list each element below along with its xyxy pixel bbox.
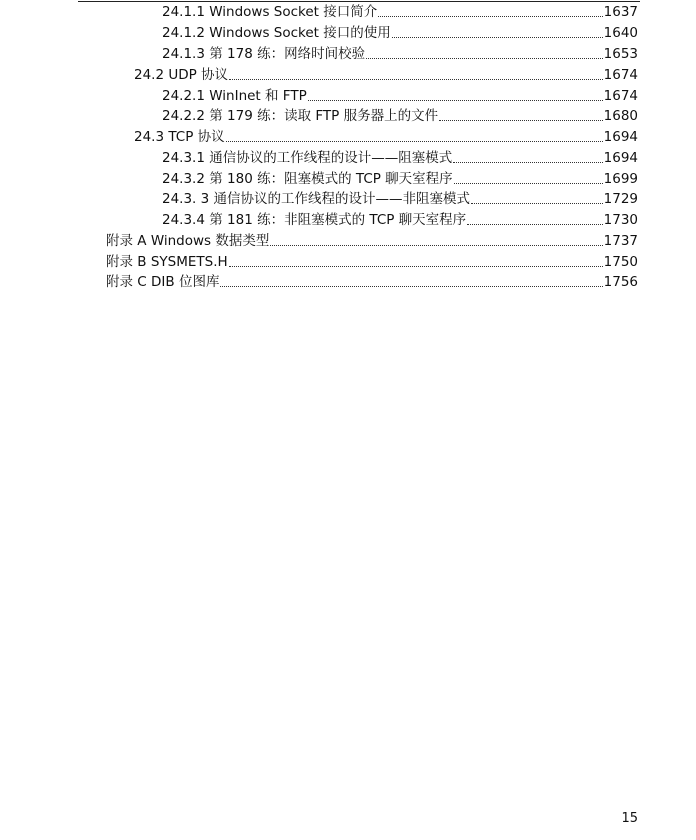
toc-entry-title: 附录 C DIB 位图库: [106, 274, 220, 290]
toc-entry-title: 24.1.2 Windows Socket 接口的使用: [162, 25, 391, 41]
toc-entry-title: 24.3.1 通信协议的工作线程的设计——阻塞模式: [162, 150, 453, 166]
toc-entry-page: 1729: [603, 191, 638, 207]
toc-entry-page: 1756: [603, 274, 638, 290]
toc-entry-24-2-2[interactable]: [162, 106, 638, 127]
toc-entry-appendix-c[interactable]: [106, 272, 638, 293]
toc-dot-leader: [229, 266, 603, 267]
toc-entry-24-2[interactable]: [134, 65, 638, 86]
toc-entry-24-3-3[interactable]: [162, 189, 638, 210]
toc-entry-24-1-3[interactable]: [162, 44, 638, 65]
toc-entry-page: 1640: [603, 25, 638, 41]
toc-entry-page: 1680: [603, 108, 638, 124]
toc-dot-leader: [308, 100, 603, 101]
toc-entry-page: 1637: [603, 4, 638, 20]
toc-entry-24-1-2[interactable]: [162, 23, 638, 44]
toc-entry-title: 附录 B SYSMETS.H: [106, 254, 228, 270]
toc-dot-leader: [270, 245, 602, 246]
toc-entry-title: 24.1.1 Windows Socket 接口简介: [162, 4, 378, 20]
toc-entry-title: 24.2.2 第 179 练：读取 FTP 服务器上的文件: [162, 108, 439, 124]
toc-entry-appendix-a[interactable]: [106, 231, 638, 252]
toc-entry-page: 1674: [603, 88, 638, 104]
toc-entry-title: 24.2 UDP 协议: [134, 67, 229, 83]
toc-dot-leader: [467, 224, 602, 225]
toc-entry-24-3-4[interactable]: [162, 210, 638, 231]
toc-dot-leader: [454, 183, 603, 184]
toc-entry-page: 1694: [603, 129, 638, 145]
toc-dot-leader: [439, 120, 603, 121]
toc-entry-page: 1750: [603, 254, 638, 270]
toc-entry-page: 1730: [603, 212, 638, 228]
toc-entry-page: 1674: [603, 67, 638, 83]
toc-entry-page: 1699: [603, 171, 638, 187]
toc-entry-title: 附录 A Windows 数据类型: [106, 233, 270, 249]
toc-entry-title: 24.3.4 第 181 练：非阻塞模式的 TCP 聊天室程序: [162, 212, 467, 228]
toc-dot-leader: [229, 79, 603, 80]
toc-entry-title: 24.3.2 第 180 练：阻塞模式的 TCP 聊天室程序: [162, 171, 453, 187]
toc-entry-page: 1653: [603, 46, 638, 62]
toc-entry-title: 24.2.1 WinInet 和 FTP: [162, 88, 307, 104]
toc-dot-leader: [220, 286, 602, 287]
toc-dot-leader: [226, 141, 603, 142]
toc-dot-leader: [378, 16, 602, 17]
toc-dot-leader: [471, 203, 603, 204]
toc-entry-24-2-1[interactable]: [162, 86, 638, 107]
page-number: 15: [621, 811, 638, 826]
toc-entry-title: 24.3. 3 通信协议的工作线程的设计——非阻塞模式: [162, 191, 471, 207]
toc-entry-24-3[interactable]: [134, 127, 638, 148]
toc-dot-leader: [392, 37, 603, 38]
toc-entry-24-1-1[interactable]: [162, 2, 638, 23]
toc-dot-leader: [366, 58, 603, 59]
toc-entry-page: 1694: [603, 150, 638, 166]
toc-entry-page: 1737: [603, 233, 638, 249]
toc-entry-appendix-b[interactable]: [106, 252, 638, 273]
toc-dot-leader: [453, 162, 602, 163]
toc-entry-title: 24.1.3 第 178 练：网络时间校验: [162, 46, 366, 62]
toc-entry-title: 24.3 TCP 协议: [134, 129, 225, 145]
toc-entry-24-3-2[interactable]: [162, 169, 638, 190]
toc-entry-24-3-1[interactable]: [162, 148, 638, 169]
